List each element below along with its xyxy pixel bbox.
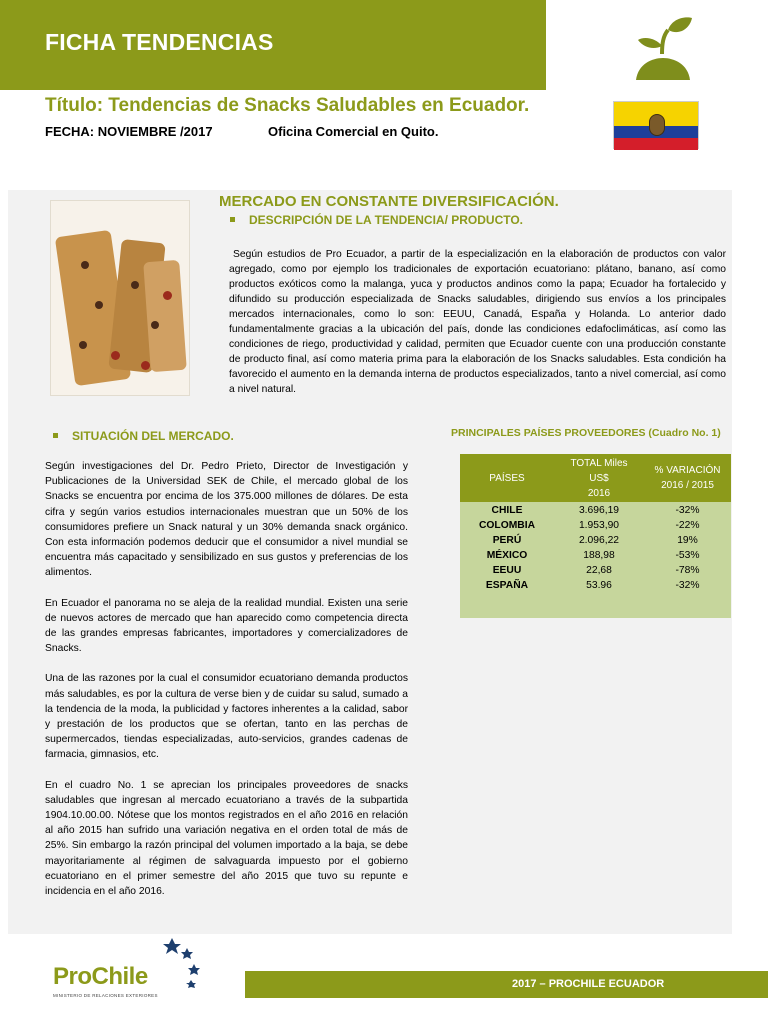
table-row: ESPAÑA 53.96 -32% — [485, 580, 700, 591]
section-body-descripcion: Según estudios de Pro Ecuador, a partir de la especialización en la elaboración de productos con valor agregado, como por ejemplo los tradicionales de exportación ecuatoriano: plátano, banano, así como productos exóticos como la malanga, yuca y productos andinos como la papa; Ecuador ha fortalecido y difundido su producción especializada de Snacks saludables, dirigiendo sus envíos a los principales mercados internacionales, como lo son: EEUU, Canadá, España y Holanda. Lo anterior dado fundamentalmente gracias a la ubicación del país, donde las condiciones edafoclimáticas, así como las condiciones de riego, productividad y calidad, permiten que Ecuador cuente con una producción constante de producto final, así como materia prima para la elaboración de los Snacks saludables. Esta condición ha favorecido el aumento en la demanda interna de productos especializados, tanto a nivel comercial, así como a nivel natural. — [229, 249, 726, 395]
suppliers-table — [460, 454, 731, 618]
table-row: CHILE 3.696,19 -32% — [491, 505, 700, 516]
table-row: COLOMBIA 1.953,90 -22% — [478, 520, 700, 531]
document-title: Título: Tendencias de Snacks Saludables en Ecuador. — [45, 95, 530, 116]
document-office: Oficina Comercial en Quito. — [268, 124, 439, 139]
sprout-icon — [632, 14, 694, 84]
table-row: PERÚ 2.096,22 19% — [492, 535, 698, 546]
footer-text: 2017 – PROCHILE ECUADOR — [512, 978, 665, 990]
document-date: FECHA: NOVIEMBRE /2017 — [45, 124, 213, 139]
table-row: MÉXICO 188,98 -53% — [486, 550, 700, 561]
table-title: PRINCIPALES PAÍSES PROVEEDORES (Cuadro No. 1) — [451, 427, 721, 439]
paragraph: En el cuadro No. 1 se aprecian los principales proveedores de snacks saludables que ingresan al mercado ecuatoriano a través de la subpartida 1904.10.00.00. Nótese que los montos registrados en el año 2016 en relación al año 2015 han sufrido una variación negativa en el orden total de más de 25%. Sin embargo la razón principal del volumen importado a la baja, se debe mayoritariamente al régimen de salvaguarda impuesto por el gobierno ecuatoriano en el primer semestre del año 2015 que tuvo su repunte e incidencia en el año 2016. — [45, 779, 408, 898]
bullet-icon — [230, 217, 235, 222]
snack-bars-photo — [50, 200, 190, 396]
paragraph: Una de las razones por la cual el consumidor ecuatoriano demanda productos más saludables, es por la cultura de verse bien y de cuidar su salud, sumado a la tendencia de la moda, la publicidad y factores inherentes a la calidad, sabor y prestación de los productos que se ofertan, tanto en las perchas de supermercados, tiendas especializadas, auto-servicios, grandes cadenas de farmacia, gimnasios, etc. — [45, 673, 408, 761]
header-title: FICHA TENDENCIAS — [45, 29, 274, 55]
column-header-total: TOTAL Miles US$ 2016 — [570, 457, 628, 499]
prochile-logo-text: ProChile — [53, 963, 148, 990]
ecuador-flag-icon — [613, 101, 699, 149]
table-row: EEUU 22,68 -78% — [492, 565, 700, 576]
subheading-situacion: SITUACIÓN DEL MERCADO. — [53, 429, 234, 443]
paragraph: En Ecuador el panorama no se aleja de la realidad mundial. Existen una serie de nuevos actores de mercado que han aparecido como competencia directa de las grandes empresas fabricantes, importadores y comercializadores de Snacks. — [45, 597, 408, 655]
bullet-icon — [53, 433, 58, 438]
column-header-paises: PAÍSES — [489, 472, 525, 484]
footer-band — [245, 971, 768, 998]
prochile-logo-subtitle: MINISTERIO DE RELACIONES EXTERIORES — [53, 993, 158, 998]
section-title-mercado: MERCADO EN CONSTANTE DIVERSIFICACIÓN. — [219, 193, 559, 210]
subheading-descripcion: DESCRIPCIÓN DE LA TENDENCIA/ PRODUCTO. — [230, 213, 523, 227]
column-header-variacion: % VARIACIÓN 2016 / 2015 — [654, 465, 721, 491]
situacion-text-column — [45, 459, 408, 914]
paragraph: Según investigaciones del Dr. Pedro Prieto, Director de Investigación y Publicaciones de la Universidad SEK de Chile, el mercado global de los Snacks se encuentra por encima de los 375.000 millones de dólares. De esta cifra y según varios estudios internacionales muestran que un 50% de los consumidores prefiere un Snack natural y un 30% demanda snack orgánico. Con esta información podemos deducir que el consumidor a nivel mundial se encuentra más capacitado y sensibilizado en sus gustos y preferencias de los alimentos. — [45, 461, 408, 579]
